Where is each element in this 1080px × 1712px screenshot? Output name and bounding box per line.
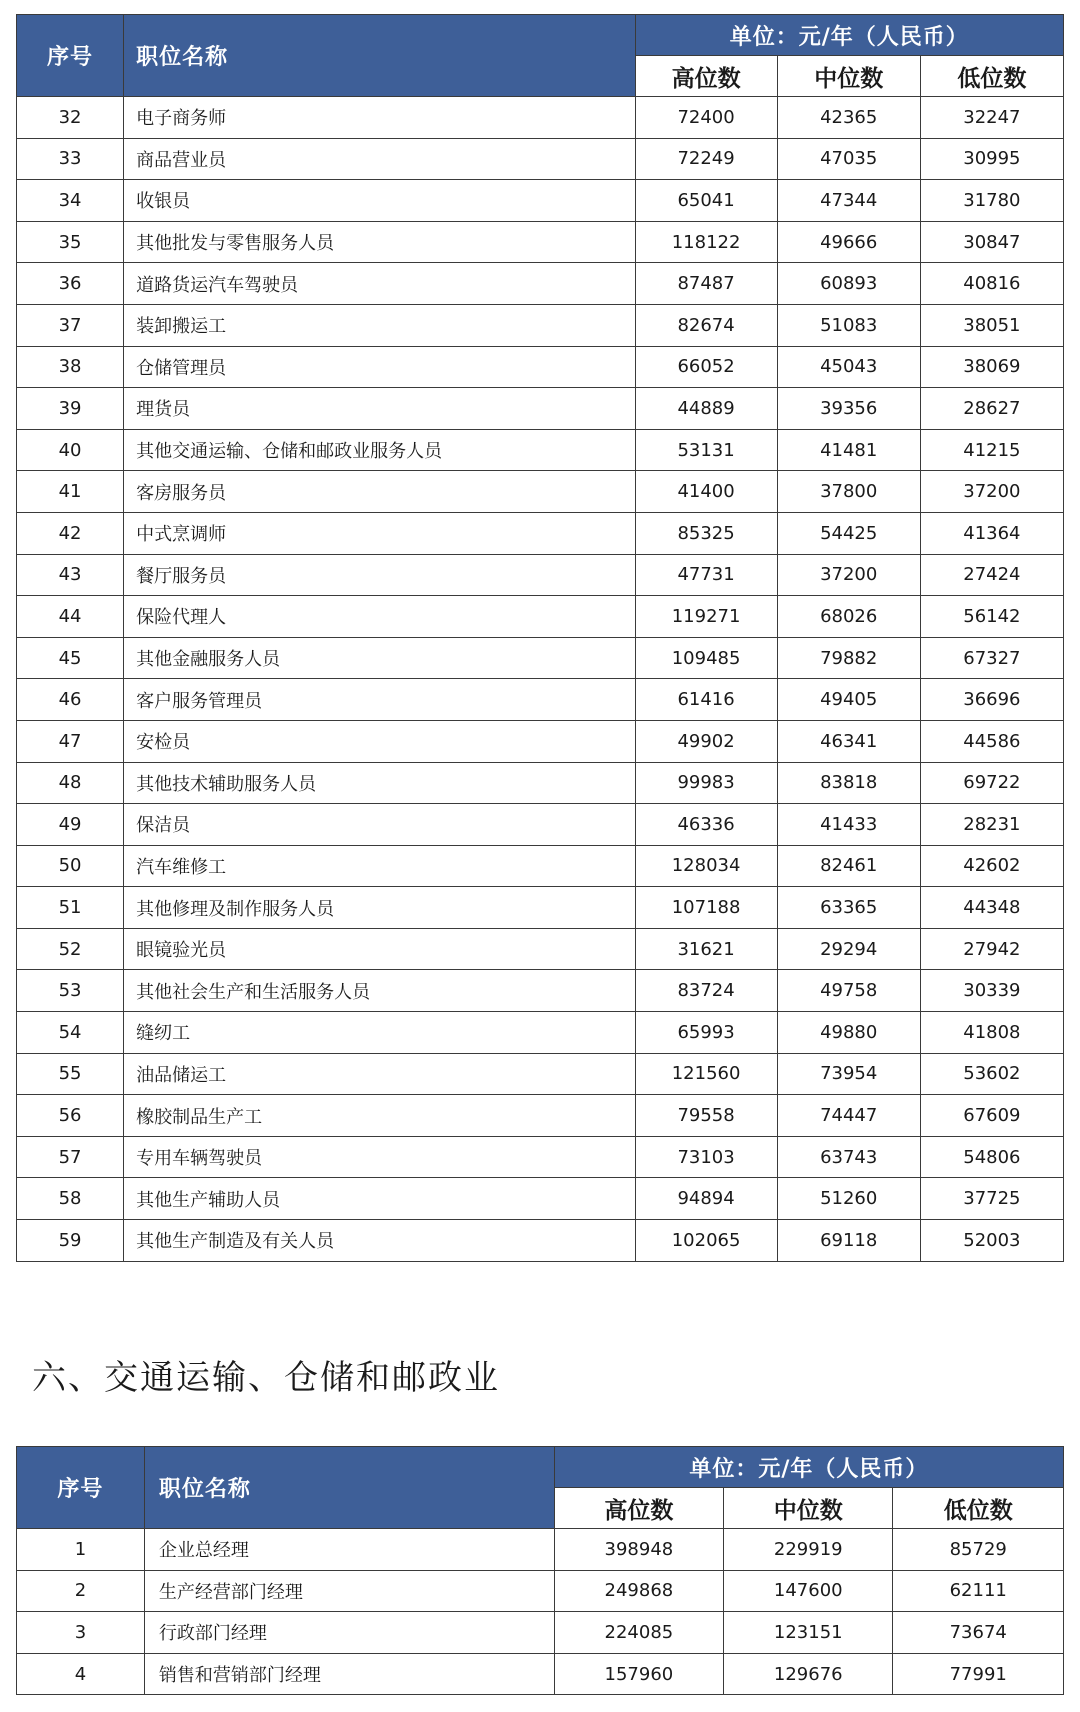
cell-low: 41364 [920, 512, 1063, 554]
cell-seq: 38 [17, 346, 124, 388]
header-seq: 序号 [17, 1447, 145, 1529]
table-row [17, 429, 1064, 471]
cell-high: 72400 [635, 97, 777, 139]
table-row [17, 263, 1064, 305]
table-row [17, 1178, 1064, 1220]
cell-position-name: 电子商务师 [124, 97, 635, 139]
cell-mid: 123151 [724, 1612, 893, 1654]
cell-mid: 74447 [777, 1095, 920, 1137]
table-row [17, 637, 1064, 679]
cell-position-name: 客房服务员 [124, 471, 635, 513]
cell-seq: 58 [17, 1178, 124, 1220]
cell-mid: 63365 [777, 887, 920, 929]
cell-position-name: 中式烹调师 [124, 512, 635, 554]
cell-mid: 45043 [777, 346, 920, 388]
cell-low: 30995 [920, 138, 1063, 180]
cell-low: 30339 [920, 970, 1063, 1012]
cell-seq: 50 [17, 845, 124, 887]
cell-low: 69722 [920, 762, 1063, 804]
table-row [17, 887, 1064, 929]
cell-high: 102065 [635, 1220, 777, 1262]
table-row [17, 1570, 1064, 1612]
table-row [17, 1612, 1064, 1654]
cell-low: 73674 [893, 1612, 1064, 1654]
cell-mid: 49405 [777, 679, 920, 721]
cell-mid: 54425 [777, 512, 920, 554]
cell-low: 27942 [920, 928, 1063, 970]
cell-high: 41400 [635, 471, 777, 513]
cell-position-name: 销售和营销部门经理 [144, 1653, 554, 1695]
header-high: 高位数 [635, 56, 777, 97]
cell-seq: 33 [17, 138, 124, 180]
cell-position-name: 其他修理及制作服务人员 [124, 887, 635, 929]
cell-low: 37200 [920, 471, 1063, 513]
cell-high: 82674 [635, 304, 777, 346]
cell-mid: 41433 [777, 804, 920, 846]
table-row [17, 679, 1064, 721]
cell-high: 398948 [554, 1529, 723, 1571]
cell-low: 41808 [920, 1012, 1063, 1054]
cell-low: 62111 [893, 1570, 1064, 1612]
cell-mid: 73954 [777, 1053, 920, 1095]
cell-high: 65041 [635, 180, 777, 222]
cell-low: 30847 [920, 221, 1063, 263]
cell-mid: 60893 [777, 263, 920, 305]
cell-mid: 69118 [777, 1220, 920, 1262]
cell-low: 85729 [893, 1529, 1064, 1571]
cell-low: 41215 [920, 429, 1063, 471]
cell-high: 85325 [635, 512, 777, 554]
cell-low: 31780 [920, 180, 1063, 222]
cell-position-name: 生产经营部门经理 [144, 1570, 554, 1612]
cell-seq: 52 [17, 928, 124, 970]
header-position-name: 职位名称 [144, 1447, 554, 1529]
table-row [17, 221, 1064, 263]
table-row [17, 180, 1064, 222]
cell-mid: 63743 [777, 1136, 920, 1178]
cell-seq: 49 [17, 804, 124, 846]
cell-seq: 34 [17, 180, 124, 222]
cell-seq: 3 [17, 1612, 145, 1654]
cell-position-name: 其他生产辅助人员 [124, 1178, 635, 1220]
table-row [17, 471, 1064, 513]
table-row [17, 304, 1064, 346]
cell-seq: 44 [17, 596, 124, 638]
cell-high: 224085 [554, 1612, 723, 1654]
cell-low: 67609 [920, 1095, 1063, 1137]
cell-mid: 39356 [777, 388, 920, 430]
cell-high: 72249 [635, 138, 777, 180]
header-position-name: 职位名称 [124, 15, 635, 97]
cell-low: 32247 [920, 97, 1063, 139]
table-row [17, 1095, 1064, 1137]
cell-high: 157960 [554, 1653, 723, 1695]
cell-low: 28231 [920, 804, 1063, 846]
cell-position-name: 行政部门经理 [144, 1612, 554, 1654]
cell-seq: 43 [17, 554, 124, 596]
cell-seq: 37 [17, 304, 124, 346]
header-unit: 单位：元/年（人民币） [554, 1447, 1063, 1488]
cell-low: 67327 [920, 637, 1063, 679]
table-row [17, 596, 1064, 638]
cell-high: 47731 [635, 554, 777, 596]
section-heading: 六、交通运输、仓储和邮政业 [32, 1358, 500, 1398]
table-body [17, 97, 1064, 1262]
cell-seq: 56 [17, 1095, 124, 1137]
table-row [17, 512, 1064, 554]
cell-position-name: 其他技术辅助服务人员 [124, 762, 635, 804]
cell-low: 56142 [920, 596, 1063, 638]
cell-mid: 51083 [777, 304, 920, 346]
cell-mid: 83818 [777, 762, 920, 804]
cell-seq: 55 [17, 1053, 124, 1095]
cell-low: 38051 [920, 304, 1063, 346]
cell-seq: 45 [17, 637, 124, 679]
cell-mid: 129676 [724, 1653, 893, 1695]
cell-seq: 35 [17, 221, 124, 263]
cell-high: 79558 [635, 1095, 777, 1137]
cell-seq: 57 [17, 1136, 124, 1178]
cell-low: 44586 [920, 720, 1063, 762]
cell-high: 53131 [635, 429, 777, 471]
table-row [17, 1136, 1064, 1178]
header-low: 低位数 [920, 56, 1063, 97]
table-row [17, 1653, 1064, 1695]
cell-high: 61416 [635, 679, 777, 721]
cell-position-name: 仓储管理员 [124, 346, 635, 388]
cell-high: 121560 [635, 1053, 777, 1095]
header-mid: 中位数 [777, 56, 920, 97]
cell-seq: 2 [17, 1570, 145, 1612]
cell-position-name: 其他社会生产和生活服务人员 [124, 970, 635, 1012]
cell-position-name: 理货员 [124, 388, 635, 430]
table-row [17, 138, 1064, 180]
cell-position-name: 保洁员 [124, 804, 635, 846]
cell-low: 28627 [920, 388, 1063, 430]
cell-low: 44348 [920, 887, 1063, 929]
cell-position-name: 专用车辆驾驶员 [124, 1136, 635, 1178]
table-row [17, 97, 1064, 139]
cell-high: 83724 [635, 970, 777, 1012]
cell-low: 38069 [920, 346, 1063, 388]
cell-mid: 46341 [777, 720, 920, 762]
cell-mid: 29294 [777, 928, 920, 970]
cell-low: 77991 [893, 1653, 1064, 1695]
cell-position-name: 眼镜验光员 [124, 928, 635, 970]
cell-seq: 42 [17, 512, 124, 554]
cell-seq: 32 [17, 97, 124, 139]
cell-high: 99983 [635, 762, 777, 804]
cell-high: 249868 [554, 1570, 723, 1612]
cell-mid: 49758 [777, 970, 920, 1012]
table-row [17, 1053, 1064, 1095]
header-mid: 中位数 [724, 1488, 893, 1529]
cell-high: 73103 [635, 1136, 777, 1178]
cell-seq: 59 [17, 1220, 124, 1262]
header-low: 低位数 [893, 1488, 1064, 1529]
cell-position-name: 道路货运汽车驾驶员 [124, 263, 635, 305]
cell-low: 42602 [920, 845, 1063, 887]
cell-seq: 4 [17, 1653, 145, 1695]
table-row [17, 804, 1064, 846]
cell-high: 66052 [635, 346, 777, 388]
cell-seq: 36 [17, 263, 124, 305]
cell-low: 27424 [920, 554, 1063, 596]
salary-table-part1 [16, 14, 1064, 1262]
cell-mid: 49666 [777, 221, 920, 263]
cell-high: 49902 [635, 720, 777, 762]
cell-position-name: 缝纫工 [124, 1012, 635, 1054]
cell-seq: 39 [17, 388, 124, 430]
cell-high: 31621 [635, 928, 777, 970]
cell-high: 128034 [635, 845, 777, 887]
table-row [17, 970, 1064, 1012]
table-row [17, 720, 1064, 762]
cell-mid: 82461 [777, 845, 920, 887]
cell-high: 109485 [635, 637, 777, 679]
cell-position-name: 橡胶制品生产工 [124, 1095, 635, 1137]
salary-table-transport [16, 1446, 1064, 1695]
cell-mid: 47035 [777, 138, 920, 180]
cell-position-name: 商品营业员 [124, 138, 635, 180]
header-seq: 序号 [17, 15, 124, 97]
cell-position-name: 企业总经理 [144, 1529, 554, 1571]
table-row [17, 845, 1064, 887]
cell-mid: 49880 [777, 1012, 920, 1054]
cell-seq: 40 [17, 429, 124, 471]
cell-position-name: 其他批发与零售服务人员 [124, 221, 635, 263]
cell-position-name: 装卸搬运工 [124, 304, 635, 346]
cell-low: 40816 [920, 263, 1063, 305]
cell-high: 94894 [635, 1178, 777, 1220]
cell-low: 52003 [920, 1220, 1063, 1262]
cell-high: 46336 [635, 804, 777, 846]
cell-high: 118122 [635, 221, 777, 263]
cell-position-name: 其他金融服务人员 [124, 637, 635, 679]
table-row [17, 1529, 1064, 1571]
cell-mid: 41481 [777, 429, 920, 471]
cell-seq: 47 [17, 720, 124, 762]
cell-low: 36696 [920, 679, 1063, 721]
table-row [17, 762, 1064, 804]
cell-mid: 68026 [777, 596, 920, 638]
table-row [17, 1220, 1064, 1262]
table-row [17, 928, 1064, 970]
table-row [17, 346, 1064, 388]
cell-high: 119271 [635, 596, 777, 638]
cell-mid: 79882 [777, 637, 920, 679]
cell-mid: 51260 [777, 1178, 920, 1220]
table-row [17, 1012, 1064, 1054]
cell-low: 54806 [920, 1136, 1063, 1178]
cell-seq: 46 [17, 679, 124, 721]
cell-position-name: 油品储运工 [124, 1053, 635, 1095]
cell-mid: 37800 [777, 471, 920, 513]
cell-position-name: 客户服务管理员 [124, 679, 635, 721]
cell-low: 53602 [920, 1053, 1063, 1095]
cell-position-name: 其他生产制造及有关人员 [124, 1220, 635, 1262]
cell-high: 44889 [635, 388, 777, 430]
cell-seq: 51 [17, 887, 124, 929]
cell-mid: 147600 [724, 1570, 893, 1612]
cell-mid: 229919 [724, 1529, 893, 1571]
cell-mid: 42365 [777, 97, 920, 139]
cell-position-name: 汽车维修工 [124, 845, 635, 887]
cell-seq: 53 [17, 970, 124, 1012]
cell-position-name: 餐厅服务员 [124, 554, 635, 596]
cell-position-name: 其他交通运输、仓储和邮政业服务人员 [124, 429, 635, 471]
cell-high: 107188 [635, 887, 777, 929]
table-row [17, 388, 1064, 430]
cell-position-name: 安检员 [124, 720, 635, 762]
cell-high: 87487 [635, 263, 777, 305]
cell-seq: 1 [17, 1529, 145, 1571]
table-row [17, 554, 1064, 596]
cell-seq: 54 [17, 1012, 124, 1054]
table-body [17, 1529, 1064, 1695]
cell-low: 37725 [920, 1178, 1063, 1220]
cell-mid: 37200 [777, 554, 920, 596]
cell-position-name: 收银员 [124, 180, 635, 222]
cell-seq: 48 [17, 762, 124, 804]
cell-mid: 47344 [777, 180, 920, 222]
cell-position-name: 保险代理人 [124, 596, 635, 638]
header-high: 高位数 [554, 1488, 723, 1529]
cell-high: 65993 [635, 1012, 777, 1054]
cell-seq: 41 [17, 471, 124, 513]
header-unit: 单位：元/年（人民币） [635, 15, 1063, 56]
